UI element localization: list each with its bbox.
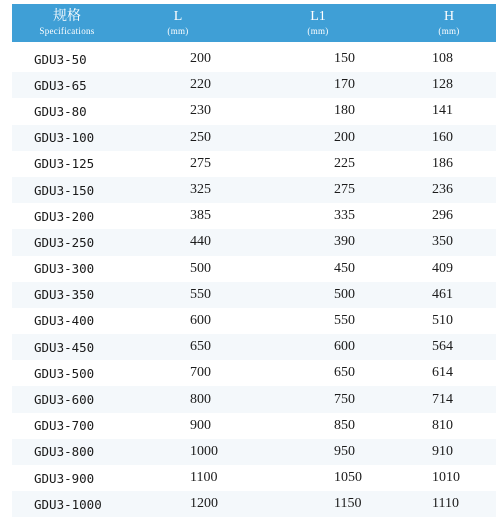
l-cell: 230 bbox=[190, 103, 211, 119]
spec-cell: GDU3-150 bbox=[34, 182, 95, 198]
l1-cell: 225 bbox=[334, 155, 355, 171]
l-cell: 700 bbox=[190, 365, 211, 381]
header-h bbox=[402, 10, 496, 36]
table-row bbox=[12, 98, 496, 124]
table-row bbox=[12, 177, 496, 203]
l-cell: 440 bbox=[190, 234, 211, 250]
spec-cell: GDU3-800 bbox=[34, 444, 95, 460]
table-row bbox=[12, 72, 496, 98]
l1-cell: 650 bbox=[334, 365, 355, 381]
h-cell: 350 bbox=[432, 234, 453, 250]
header-l1 bbox=[234, 10, 402, 36]
table-row bbox=[12, 151, 496, 177]
h-cell: 1110 bbox=[432, 496, 459, 512]
spec-cell: GDU3-350 bbox=[34, 287, 95, 303]
l-cell: 800 bbox=[190, 391, 211, 407]
h-cell: 910 bbox=[432, 443, 453, 459]
table-row bbox=[12, 229, 496, 255]
table-row bbox=[12, 308, 496, 334]
header-l-label: L bbox=[173, 8, 183, 24]
l1-cell: 390 bbox=[334, 234, 355, 250]
spec-cell: GDU3-200 bbox=[34, 208, 95, 224]
spec-cell: GDU3-250 bbox=[34, 234, 95, 250]
header-h-label: H bbox=[443, 8, 455, 24]
spec-cell: GDU3-100 bbox=[34, 130, 95, 146]
h-cell: 510 bbox=[432, 312, 453, 328]
l-cell: 200 bbox=[190, 51, 211, 67]
table-row bbox=[12, 282, 496, 308]
h-cell: 409 bbox=[432, 260, 453, 276]
l1-cell: 950 bbox=[334, 443, 355, 459]
header-l1-label: L1 bbox=[310, 8, 326, 24]
spec-cell: GDU3-125 bbox=[34, 156, 95, 172]
h-cell: 160 bbox=[432, 129, 453, 145]
l1-cell: 150 bbox=[334, 51, 355, 67]
l1-cell: 550 bbox=[334, 312, 355, 328]
header-spec bbox=[12, 10, 122, 36]
spec-cell: GDU3-700 bbox=[34, 418, 95, 434]
l1-cell: 170 bbox=[334, 77, 355, 93]
l1-cell: 180 bbox=[334, 103, 355, 119]
table-row bbox=[12, 46, 496, 72]
table-row bbox=[12, 334, 496, 360]
l1-cell: 200 bbox=[334, 129, 355, 145]
table-row bbox=[12, 465, 496, 491]
header-spec-sublabel: Specifications bbox=[39, 25, 95, 36]
l1-cell: 275 bbox=[334, 182, 355, 198]
table-row bbox=[12, 360, 496, 386]
l1-cell: 1150 bbox=[334, 496, 362, 512]
h-cell: 461 bbox=[432, 286, 453, 302]
spec-cell: GDU3-900 bbox=[34, 470, 95, 486]
h-cell: 1010 bbox=[432, 470, 460, 486]
l-cell: 1100 bbox=[190, 470, 218, 486]
l-cell: 275 bbox=[190, 155, 211, 171]
l1-cell: 450 bbox=[334, 260, 355, 276]
spec-cell: GDU3-600 bbox=[34, 392, 95, 408]
l-cell: 550 bbox=[190, 286, 211, 302]
spec-cell: GDU3-400 bbox=[34, 313, 95, 329]
h-cell: 236 bbox=[432, 182, 453, 198]
l-cell: 385 bbox=[190, 208, 211, 224]
table-row bbox=[12, 203, 496, 229]
l-cell: 250 bbox=[190, 129, 211, 145]
table-row bbox=[12, 439, 496, 465]
h-cell: 564 bbox=[432, 339, 453, 355]
h-cell: 141 bbox=[432, 103, 453, 119]
h-cell: 186 bbox=[432, 155, 453, 171]
spec-cell: GDU3-50 bbox=[34, 51, 87, 67]
h-cell: 296 bbox=[432, 208, 453, 224]
l-cell: 650 bbox=[190, 339, 211, 355]
h-cell: 128 bbox=[432, 77, 453, 93]
spec-cell: GDU3-300 bbox=[34, 261, 95, 277]
l-cell: 500 bbox=[190, 260, 211, 276]
spec-cell: GDU3-1000 bbox=[34, 496, 102, 512]
l-cell: 900 bbox=[190, 417, 211, 433]
l1-cell: 1050 bbox=[334, 470, 362, 486]
header-l bbox=[122, 10, 234, 36]
l1-cell: 750 bbox=[334, 391, 355, 407]
spec-cell: GDU3-450 bbox=[34, 339, 95, 355]
l-cell: 600 bbox=[190, 312, 211, 328]
l1-cell: 600 bbox=[334, 339, 355, 355]
l1-cell: 500 bbox=[334, 286, 355, 302]
table-row bbox=[12, 491, 496, 517]
l-cell: 220 bbox=[190, 77, 211, 93]
table-row bbox=[12, 256, 496, 282]
header-spec-label: 规格 bbox=[53, 8, 81, 24]
l1-cell: 850 bbox=[334, 417, 355, 433]
spec-cell: GDU3-65 bbox=[34, 77, 87, 93]
l1-cell: 335 bbox=[334, 208, 355, 224]
table-row bbox=[12, 125, 496, 151]
spec-cell: GDU3-80 bbox=[34, 103, 87, 119]
header-l1-unit: (mm) bbox=[307, 25, 329, 36]
header-h-unit: (mm) bbox=[438, 25, 460, 36]
table-row bbox=[12, 386, 496, 412]
h-cell: 714 bbox=[432, 391, 453, 407]
table-body bbox=[12, 46, 496, 517]
l-cell: 1200 bbox=[190, 496, 218, 512]
l-cell: 325 bbox=[190, 182, 211, 198]
h-cell: 810 bbox=[432, 417, 453, 433]
header-l-unit: (mm) bbox=[167, 25, 189, 36]
h-cell: 108 bbox=[432, 51, 453, 67]
table-row bbox=[12, 413, 496, 439]
h-cell: 614 bbox=[432, 365, 453, 381]
l-cell: 1000 bbox=[190, 443, 218, 459]
spec-cell: GDU3-500 bbox=[34, 365, 95, 381]
table-header bbox=[12, 4, 496, 42]
